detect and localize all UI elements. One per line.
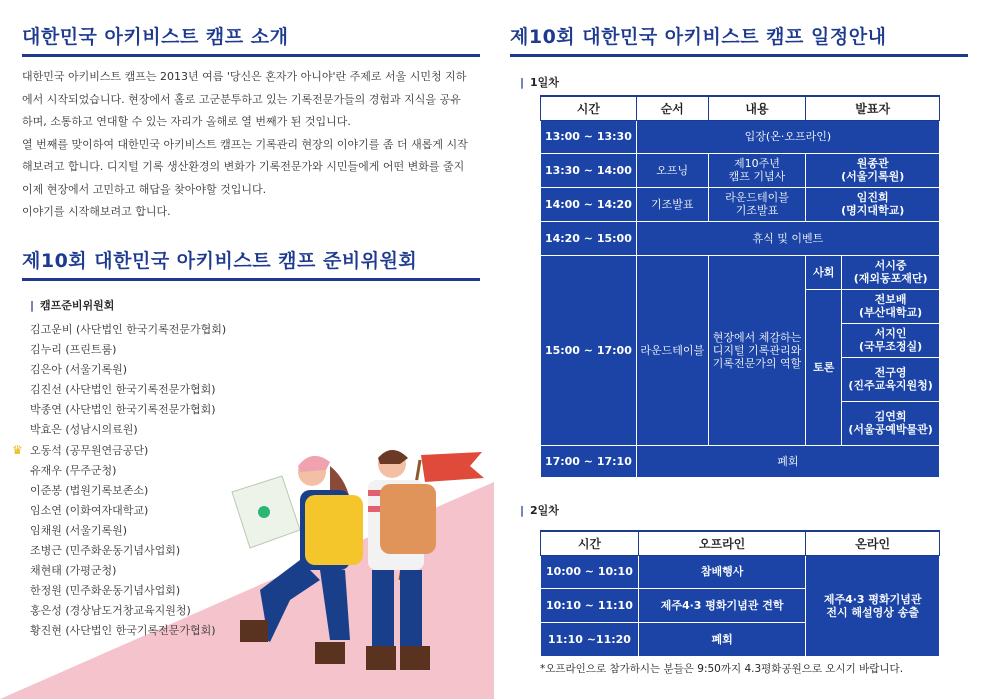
time-cell: 11:10 ~11:20 <box>541 622 639 656</box>
speaker-cell: 서지인 (국무조정실) <box>842 323 940 357</box>
time-cell: 15:00 ~ 17:00 <box>541 255 637 445</box>
speaker-cell: 김연희 (서울공예박물관) <box>842 401 940 445</box>
time-cell: 14:20 ~ 15:00 <box>541 221 637 255</box>
online-cell: 제주4·3 평화기념관 전시 해설영상 송출 <box>806 555 940 656</box>
content-cell: 입장(온·오프라인) <box>636 120 939 153</box>
content-cell: 폐회 <box>636 445 939 477</box>
speaker-cell: 원종관 (서울기록원) <box>806 153 940 187</box>
table-row <box>541 120 940 153</box>
list-item: 박효은 (성남시의료원) <box>30 423 138 437</box>
committee-label-text: 캠프준비위원회 <box>40 299 115 312</box>
table-row <box>541 187 940 221</box>
header-offline: 오프라인 <box>638 531 806 555</box>
list-item: 박종연 (사단법인 한국기록전문가협회) <box>30 403 216 417</box>
hiker-leg <box>400 570 422 650</box>
crown-icon: ♛ <box>12 443 23 457</box>
content-cell: 제10주년 캠프 기념사 <box>708 153 806 187</box>
intro-title: 대한민국 아키비스트 캠프 소개 <box>22 26 289 48</box>
speaker-cell: 서시중 (재외동포재단) <box>842 255 940 289</box>
time-cell: 10:00 ~ 10:10 <box>541 555 639 588</box>
label-bar: | <box>520 504 525 517</box>
role-cell: 토론 <box>806 289 842 445</box>
list-item: 김누리 (프린트룸) <box>30 343 117 357</box>
day2-label <box>520 502 559 518</box>
schedule-title: 제10회 대한민국 아키비스트 캠프 일정안내 <box>510 26 887 48</box>
time-cell: 17:00 ~ 17:10 <box>541 445 637 477</box>
intro-line: 열 번째를 맞이하여 대한민국 아키비스트 캠프는 기록관리 현장의 이야기를 좀 더 새롭게 시작 <box>22 137 468 151</box>
boot <box>400 646 430 670</box>
intro-line: 하며, 소통하고 연대할 수 있는 자리가 올해로 열 번째가 된 것입니다. <box>22 115 351 128</box>
table-row <box>541 445 940 477</box>
boot <box>240 620 268 642</box>
offline-cell: 참배행사 <box>638 555 806 588</box>
list-item: 오동석 (공무원연금공단) <box>30 443 149 457</box>
list-item: 조병근 (민주화운동기념사업회) <box>30 544 181 558</box>
header-content: 내용 <box>708 96 806 120</box>
offline-cell: 제주4·3 평화기념관 견학 <box>638 588 806 622</box>
orange-backpack <box>380 484 436 554</box>
day1-label-text: 1일차 <box>530 76 559 89</box>
committee-label <box>30 297 114 313</box>
hiker-leg <box>372 570 394 650</box>
label-bar: | <box>520 76 525 89</box>
intro-line: 에서 시작되었습니다. 현장에서 홀로 고군분투하고 있는 기록전문가들의 경험과 지식을 공유 <box>22 92 461 106</box>
table-row <box>541 555 940 588</box>
committee-title-rule <box>22 278 480 281</box>
header-speaker: 발표자 <box>806 96 940 120</box>
yellow-backpack <box>305 495 363 565</box>
time-cell: 14:00 ~ 14:20 <box>541 187 637 221</box>
footnote: *오프라인으로 참가하시는 분들은 9:50까지 4.3평화공원으로 오시기 바랍니다. <box>540 663 904 675</box>
intro-line: 이제 현장에서 고민하고 해답을 찾아야할 것입니다. <box>22 182 267 196</box>
order-cell: 라운드테이블 <box>636 255 708 445</box>
time-cell: 13:30 ~ 14:00 <box>541 153 637 187</box>
header-online: 온라인 <box>806 531 940 555</box>
hiker-cap <box>298 456 330 472</box>
day1-schedule-table <box>540 95 940 478</box>
speaker-cell: 임진희 (명지대학교) <box>806 187 940 221</box>
intro-line: 이야기를 시작해보려고 합니다. <box>22 205 171 218</box>
schedule-title-rule <box>510 54 968 57</box>
time-cell: 13:00 ~ 13:30 <box>541 120 637 153</box>
role-cell: 사회 <box>806 255 842 289</box>
list-item: 채현태 (가평군청) <box>30 564 117 578</box>
list-item: 김고운비 (사단법인 한국기록전문가협회) <box>30 323 227 336</box>
label-bar: | <box>30 299 35 312</box>
header-time: 시간 <box>541 531 639 555</box>
day2-schedule-table <box>540 530 940 657</box>
list-item: 이준봉 (법원기록보존소) <box>30 483 149 497</box>
speaker-cell: 전구영 (진주교육지원청) <box>842 357 940 401</box>
header-time: 시간 <box>541 96 637 120</box>
content-cell: 휴식 및 이벤트 <box>636 221 939 255</box>
table-row <box>541 255 940 289</box>
offline-cell: 폐회 <box>638 622 806 656</box>
table-row <box>541 153 940 187</box>
list-item: 임소연 (이화여자대학교) <box>30 503 149 517</box>
intro-title-rule <box>22 54 480 57</box>
time-cell: 10:10 ~ 11:10 <box>541 588 639 622</box>
intro-line: 대한민국 아키비스트 캠프는 2013년 여름 '당신은 혼자가 아니야'란 주제로 서울 시민청 지하 <box>22 70 467 83</box>
list-item: 임채원 (서울기록원) <box>30 523 128 537</box>
content-cell: 현장에서 체감하는 디지털 기록관리와 기록전문가의 역할 <box>708 255 806 445</box>
order-cell: 오프닝 <box>636 153 708 187</box>
flag <box>421 452 484 482</box>
list-item: 김은아 (서울기록원) <box>30 363 128 377</box>
map-pin-icon <box>258 506 270 518</box>
order-cell: 기조발표 <box>636 187 708 221</box>
boot <box>315 642 345 664</box>
list-item: 한정원 (민주화운동기념사업회) <box>30 584 181 598</box>
boot <box>366 646 396 670</box>
committee-title: 제10회 대한민국 아키비스트 캠프 준비위원회 <box>22 250 418 272</box>
list-item: 김진선 (사단법인 한국기록전문가협회) <box>30 383 216 397</box>
header-order: 순서 <box>636 96 708 120</box>
day2-label-text: 2일차 <box>530 504 559 517</box>
content-cell: 라운드테이블 기조발표 <box>708 187 806 221</box>
day1-label <box>520 74 559 90</box>
list-item: 황진현 (사단법인 한국기록전문가협회) <box>30 624 216 638</box>
intro-text <box>22 66 482 224</box>
speaker-cell: 전보배 (부산대학교) <box>842 289 940 323</box>
table-row <box>541 221 940 255</box>
member-list <box>30 320 226 642</box>
list-item: 홍은성 (경상남도거창교육지원청) <box>30 604 191 618</box>
intro-line: 해보려고 합니다. 디지털 기록 생산환경의 변화가 기록전문가와 시민들에게 어떤 변화를 줄지 <box>22 160 465 173</box>
list-item: 유재우 (무주군청) <box>30 463 117 477</box>
